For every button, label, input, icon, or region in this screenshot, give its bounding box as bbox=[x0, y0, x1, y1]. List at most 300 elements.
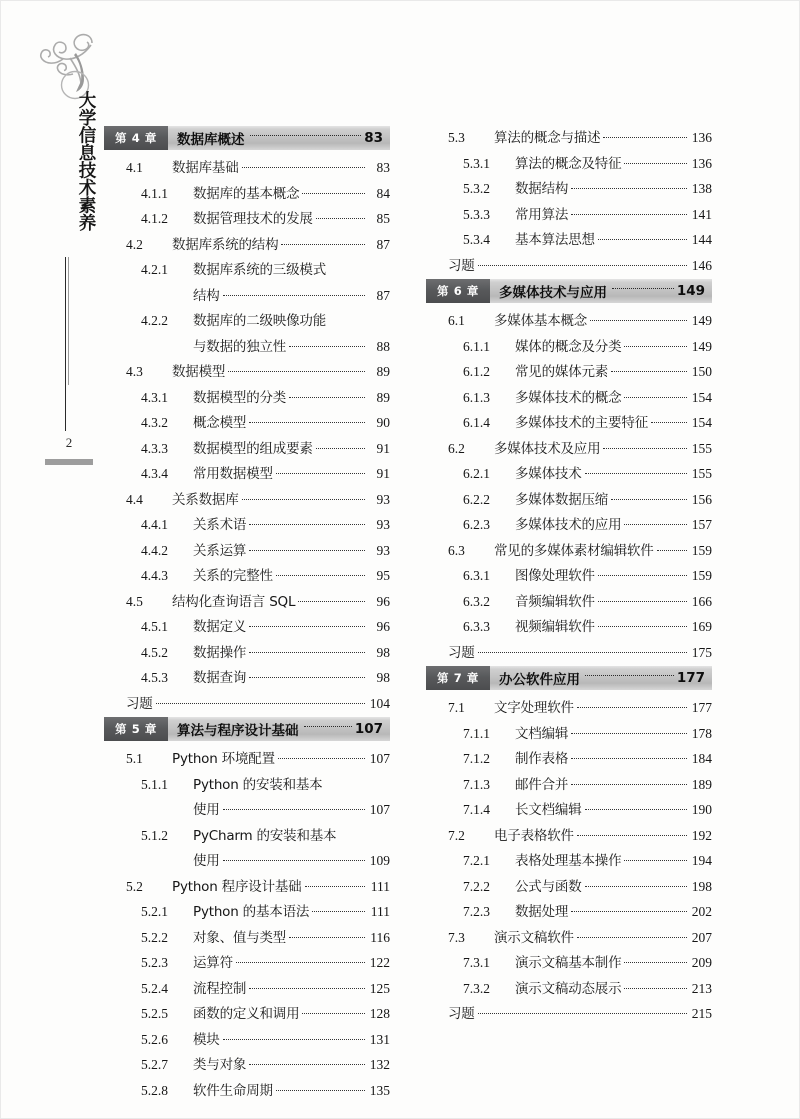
toc-entry bbox=[426, 824, 712, 850]
toc-entry bbox=[104, 590, 390, 616]
chapter-page-number: 149 bbox=[676, 283, 705, 299]
toc-entry bbox=[104, 462, 390, 488]
toc-entry-page: 107 bbox=[369, 802, 390, 817]
toc-entry bbox=[426, 696, 712, 722]
toc-column-left bbox=[104, 126, 390, 1104]
toc-entry-number: 5.2.2 bbox=[141, 929, 168, 945]
toc-entry-number: 4.1 bbox=[126, 160, 143, 175]
toc-entry bbox=[104, 564, 390, 590]
toc-entry-page: 136 bbox=[691, 155, 712, 171]
toc-entry-page: 111 bbox=[370, 904, 390, 919]
leader-dots bbox=[281, 244, 365, 245]
toc-entry-number: 6.2.2 bbox=[463, 491, 490, 507]
toc-entry-page: 202 bbox=[691, 904, 712, 919]
chapter-heading bbox=[104, 126, 390, 150]
leader-dots bbox=[228, 371, 365, 372]
leader-dots bbox=[242, 499, 366, 500]
toc-entry-page: 154 bbox=[691, 415, 712, 430]
toc-entry-title: 关系术语 bbox=[193, 517, 247, 533]
leader-dots bbox=[585, 473, 688, 474]
toc-entry-page: 93 bbox=[376, 542, 390, 558]
toc-entry bbox=[426, 228, 712, 254]
toc-entry-number: 4.3 bbox=[126, 364, 143, 379]
toc-entry-number: 4.3.1 bbox=[141, 389, 168, 405]
toc-entry-title: 基本算法思想 bbox=[515, 232, 595, 248]
toc-entry-page: 207 bbox=[691, 929, 712, 945]
leader-dots bbox=[316, 448, 365, 449]
toc-entry-number: 5.2.3 bbox=[141, 955, 168, 970]
chapter-title: 多媒体技术与应用 bbox=[499, 285, 607, 301]
toc-entry-page: 93 bbox=[376, 517, 390, 532]
toc-entry bbox=[426, 411, 712, 437]
toc-entry-page: 111 bbox=[370, 878, 390, 894]
toc-entry-page: 98 bbox=[376, 644, 390, 660]
toc-entry-title: 与数据的独立性 bbox=[193, 338, 287, 355]
leader-dots bbox=[249, 422, 365, 423]
toc-entry bbox=[426, 126, 712, 152]
toc-entry bbox=[104, 386, 390, 412]
toc-entry-title: 数据库系统的三级模式 bbox=[193, 262, 326, 278]
toc-entry-number: 4.2.2 bbox=[141, 313, 168, 328]
toc-entry-page: 150 bbox=[691, 364, 712, 379]
toc-entry-page: 194 bbox=[691, 853, 712, 868]
toc-entry-page: 141 bbox=[691, 206, 712, 222]
leader-dots bbox=[590, 320, 687, 321]
toc-entry bbox=[426, 437, 712, 463]
toc-entry bbox=[104, 747, 390, 773]
toc-entry-title: 关系的完整性 bbox=[193, 568, 273, 584]
toc-entry bbox=[426, 722, 712, 748]
toc-entry-number: 7.1.1 bbox=[463, 725, 490, 741]
toc-entry-exercises bbox=[426, 641, 712, 667]
toc-entry-title: 多媒体数据压缩 bbox=[515, 491, 609, 508]
toc-entry-page: 87 bbox=[376, 236, 390, 252]
toc-entry-number: 5.2.8 bbox=[141, 1082, 168, 1098]
toc-entry bbox=[426, 900, 712, 926]
toc-entry-page: 88 bbox=[376, 338, 390, 354]
toc-entry bbox=[104, 411, 390, 437]
toc-entry bbox=[104, 258, 390, 284]
toc-entry-number: 4.2 bbox=[126, 236, 143, 252]
toc-entry-title: 常用算法 bbox=[515, 206, 569, 223]
toc-entry bbox=[426, 926, 712, 952]
leader-dots bbox=[289, 346, 365, 347]
toc-entry-number: 4.5.3 bbox=[141, 670, 168, 685]
toc-entry-title: 多媒体技术的概念 bbox=[515, 389, 622, 406]
toc-entry bbox=[104, 233, 390, 259]
toc-entry-page: 96 bbox=[376, 593, 390, 609]
toc-entry-title: 模块 bbox=[193, 1031, 220, 1048]
toc-entry-number: 7.1 bbox=[448, 700, 465, 715]
toc-entry-number: 7.3 bbox=[448, 929, 465, 945]
toc-entry bbox=[104, 437, 390, 463]
toc-entry bbox=[426, 152, 712, 178]
running-head-margin bbox=[29, 29, 107, 469]
chapter-number-badge: 第 7 章 bbox=[426, 666, 490, 690]
toc-entry-title: 数据模型的分类 bbox=[193, 389, 287, 406]
toc-entry-title: 习题 bbox=[448, 1006, 475, 1022]
toc-entry bbox=[426, 849, 712, 875]
leader-dots bbox=[611, 499, 687, 500]
toc-entry bbox=[426, 798, 712, 824]
chapter-heading-body bbox=[490, 279, 712, 303]
toc-entry-title: 视频编辑软件 bbox=[515, 619, 595, 635]
toc-entry-page: 155 bbox=[691, 440, 712, 456]
toc-entry bbox=[426, 951, 712, 977]
leader-dots bbox=[571, 911, 687, 912]
leader-dots bbox=[585, 675, 674, 676]
toc-entry-title: 概念模型 bbox=[193, 415, 247, 431]
toc-entry-title: 类与对象 bbox=[193, 1057, 247, 1073]
toc-entry-number: 5.2.6 bbox=[141, 1031, 168, 1047]
toc-entry-page: 109 bbox=[369, 853, 390, 868]
toc-entry-title: 使用 bbox=[193, 802, 220, 818]
toc-entry-page: 192 bbox=[691, 827, 712, 843]
toc-entry-title: 流程控制 bbox=[193, 980, 247, 997]
leader-dots bbox=[478, 1013, 687, 1014]
toc-entry-page: 89 bbox=[376, 389, 390, 405]
toc-entry-page: 128 bbox=[369, 1006, 390, 1021]
leader-dots bbox=[624, 163, 687, 164]
toc-entry bbox=[426, 747, 712, 773]
leader-dots bbox=[289, 937, 365, 938]
toc-entry-number: 4.1.1 bbox=[141, 185, 168, 201]
toc-entry-number: 5.1 bbox=[126, 751, 143, 766]
toc-entry bbox=[104, 1053, 390, 1079]
toc-entry bbox=[104, 977, 390, 1003]
toc-entry-page: 190 bbox=[691, 802, 712, 817]
toc-entry-page: 213 bbox=[691, 980, 712, 996]
leader-dots bbox=[571, 214, 687, 215]
toc-entry bbox=[104, 926, 390, 952]
toc-entry-number: 6.3.2 bbox=[463, 593, 490, 609]
leader-dots bbox=[249, 550, 365, 551]
toc-entry-title: 数据管理技术的发展 bbox=[193, 211, 313, 227]
toc-entry-title: 制作表格 bbox=[515, 751, 569, 767]
toc-entry bbox=[104, 207, 390, 233]
toc-entry bbox=[104, 900, 390, 926]
toc-entry-title: 习题 bbox=[448, 644, 475, 661]
toc-entry-title: 多媒体技术的应用 bbox=[515, 517, 622, 533]
toc-entry-page: 189 bbox=[691, 776, 712, 792]
leader-dots bbox=[571, 758, 687, 759]
toc-entry-title: 邮件合并 bbox=[515, 776, 569, 793]
toc-entry-number: 5.3 bbox=[448, 130, 465, 145]
leader-dots bbox=[478, 652, 687, 653]
toc-entry-number: 5.3.2 bbox=[463, 181, 490, 196]
toc-entry-number: 7.2 bbox=[448, 827, 465, 843]
toc-entry-title: 文字处理软件 bbox=[494, 700, 574, 716]
toc-entry-page: 146 bbox=[691, 257, 712, 273]
toc-entry-title: Python 的安装和基本 bbox=[193, 776, 323, 793]
toc-entry-title: 函数的定义和调用 bbox=[193, 1006, 300, 1022]
toc-entry-number: 6.1.1 bbox=[463, 338, 490, 354]
toc-entry bbox=[426, 875, 712, 901]
toc-entry bbox=[426, 977, 712, 1003]
leader-dots bbox=[577, 707, 687, 708]
toc-entry-number: 4.4.2 bbox=[141, 542, 168, 558]
toc-entry-number: 5.1.1 bbox=[141, 776, 168, 792]
leader-dots bbox=[612, 288, 674, 289]
toc-entry-number: 7.1.2 bbox=[463, 751, 490, 766]
toc-entry-title: 表格处理基本操作 bbox=[515, 853, 622, 869]
leader-dots bbox=[289, 397, 365, 398]
toc-entry bbox=[104, 641, 390, 667]
toc-entry-number: 5.1.2 bbox=[141, 827, 168, 843]
toc-entry bbox=[104, 539, 390, 565]
leader-dots bbox=[624, 397, 687, 398]
toc-entry-title: 公式与函数 bbox=[515, 878, 582, 895]
toc-entry-title: 音频编辑软件 bbox=[515, 593, 595, 610]
toc-entry bbox=[426, 539, 712, 565]
toc-entry-page: 169 bbox=[691, 619, 712, 634]
toc-entry-number: 6.1.2 bbox=[463, 364, 490, 379]
toc-entry-title: 电子表格软件 bbox=[494, 827, 574, 844]
toc-entry-title: 媒体的概念及分类 bbox=[515, 338, 622, 355]
toc-entry-page: 209 bbox=[691, 955, 712, 970]
toc-entry bbox=[104, 773, 390, 799]
toc-entry-title: 习题 bbox=[126, 695, 153, 712]
toc-entry-title: 算法的概念与描述 bbox=[494, 130, 601, 146]
toc-entry-number: 5.2.7 bbox=[141, 1057, 168, 1072]
toc-entry bbox=[426, 462, 712, 488]
toc-entry-title: 数据结构 bbox=[515, 181, 569, 197]
toc-entry bbox=[426, 335, 712, 361]
toc-entry-title: 数据查询 bbox=[193, 670, 247, 686]
page-number-bar bbox=[45, 459, 93, 465]
leader-dots bbox=[249, 652, 365, 653]
toc-entry-title: 使用 bbox=[193, 853, 220, 869]
leader-dots bbox=[603, 137, 687, 138]
toc-entry-page: 91 bbox=[376, 466, 390, 481]
toc-entry-title: 演示文稿软件 bbox=[494, 929, 574, 946]
toc-entry-title: 习题 bbox=[448, 257, 475, 274]
leader-dots bbox=[585, 886, 688, 887]
leader-dots bbox=[223, 809, 365, 810]
toc-entry-page: 177 bbox=[691, 700, 712, 715]
leader-dots bbox=[276, 575, 365, 576]
toc-entry-title: Python 环境配置 bbox=[172, 751, 275, 767]
toc-entry-page: 144 bbox=[691, 232, 712, 247]
leader-dots bbox=[571, 188, 687, 189]
toc-entry-number: 4.4.1 bbox=[141, 517, 168, 532]
toc-entry-page: 138 bbox=[691, 181, 712, 196]
toc-entry-number: 7.1.3 bbox=[463, 776, 490, 792]
toc-entry-page: 154 bbox=[691, 389, 712, 405]
toc-entry-title: 多媒体技术 bbox=[515, 466, 582, 482]
toc-entry-page: 132 bbox=[369, 1057, 390, 1072]
toc-entry-title: 软件生命周期 bbox=[193, 1082, 273, 1099]
leader-dots bbox=[250, 135, 362, 136]
chapter-heading bbox=[426, 279, 712, 303]
toc-entry-exercises bbox=[426, 254, 712, 280]
chapter-title: 办公软件应用 bbox=[499, 672, 580, 688]
toc-entry-title: 数据定义 bbox=[193, 619, 247, 635]
toc-entry-page: 89 bbox=[376, 364, 390, 379]
chapter-number-badge: 第 5 章 bbox=[104, 717, 168, 741]
toc-entry-title: 运算符 bbox=[193, 955, 233, 971]
leader-dots bbox=[611, 371, 687, 372]
leader-dots bbox=[571, 733, 687, 734]
leader-dots bbox=[624, 988, 687, 989]
toc-entry bbox=[104, 875, 390, 901]
toc-entry-number: 7.3.2 bbox=[463, 980, 490, 996]
toc-entry-title: 数据库的二级映像功能 bbox=[193, 313, 326, 329]
toc-entry-page: 116 bbox=[370, 929, 390, 945]
toc-entry bbox=[104, 335, 390, 361]
toc-entry bbox=[104, 951, 390, 977]
toc-entry-number: 4.3.2 bbox=[141, 415, 168, 430]
toc-entry-exercises bbox=[104, 692, 390, 718]
leader-dots bbox=[249, 626, 365, 627]
chapter-heading bbox=[104, 717, 390, 741]
toc-entry-title: Python 程序设计基础 bbox=[172, 878, 302, 895]
toc-entry-number: 4.4.3 bbox=[141, 568, 168, 583]
toc-entry bbox=[104, 615, 390, 641]
toc-entry bbox=[426, 488, 712, 514]
chapter-title: 数据库概述 bbox=[177, 132, 245, 148]
toc-entry-exercises bbox=[426, 1002, 712, 1028]
toc-entry-number: 7.1.4 bbox=[463, 802, 490, 817]
margin-rule bbox=[65, 257, 66, 431]
toc-entry-number: 7.2.2 bbox=[463, 878, 490, 894]
toc-entry-page: 95 bbox=[376, 568, 390, 583]
toc-entry-title: 多媒体技术的主要特征 bbox=[515, 415, 648, 431]
toc-entry bbox=[426, 773, 712, 799]
toc-entry-title: 常见的媒体元素 bbox=[515, 364, 609, 380]
toc-entry-number: 4.2.1 bbox=[141, 262, 168, 277]
toc-entry-title: 演示文稿基本制作 bbox=[515, 955, 622, 971]
margin-rule-secondary bbox=[68, 257, 69, 385]
toc-entry bbox=[104, 156, 390, 182]
toc-entry-title: 数据处理 bbox=[515, 904, 569, 920]
toc-entry-page: 96 bbox=[376, 619, 390, 634]
chapter-page-number: 107 bbox=[354, 721, 383, 737]
toc-entry-page: 83 bbox=[376, 160, 390, 175]
toc-entry-number: 4.3.4 bbox=[141, 466, 168, 481]
toc-entry-page: 178 bbox=[691, 725, 712, 741]
toc-entry-page: 159 bbox=[691, 542, 712, 558]
leader-dots bbox=[624, 860, 687, 861]
toc-entry-title: Python 的基本语法 bbox=[193, 904, 310, 920]
toc-entry-page: 131 bbox=[369, 1031, 390, 1047]
chapter-heading-body bbox=[490, 666, 712, 690]
leader-dots bbox=[598, 601, 687, 602]
chapter-number-badge: 第 6 章 bbox=[426, 279, 490, 303]
leader-dots bbox=[302, 1013, 365, 1014]
toc-entry-number: 6.1.4 bbox=[463, 415, 490, 430]
leader-dots bbox=[316, 218, 365, 219]
toc-entry-title: 文档编辑 bbox=[515, 725, 569, 742]
toc-entry-page: 156 bbox=[691, 491, 712, 507]
toc-entry-page: 125 bbox=[369, 980, 390, 996]
toc-entry-number: 6.2 bbox=[448, 440, 465, 456]
toc-entry-number: 7.2.1 bbox=[463, 853, 490, 868]
toc-entry-title: 数据模型的组成要素 bbox=[193, 440, 313, 457]
toc-entry-title: 演示文稿动态展示 bbox=[515, 980, 622, 997]
leader-dots bbox=[298, 601, 365, 602]
leader-dots bbox=[302, 193, 365, 194]
toc-entry bbox=[104, 1028, 390, 1054]
leader-dots bbox=[624, 346, 687, 347]
toc-entry-title: 关系运算 bbox=[193, 542, 247, 559]
toc-entry-number: 4.5.1 bbox=[141, 619, 168, 634]
leader-dots bbox=[577, 937, 687, 938]
toc-entry-number: 7.2.3 bbox=[463, 904, 490, 919]
leader-dots bbox=[249, 1064, 365, 1065]
toc-entry bbox=[104, 798, 390, 824]
toc-entry-page: 85 bbox=[376, 211, 390, 226]
chapter-heading bbox=[426, 666, 712, 690]
toc-entry-page: 198 bbox=[691, 878, 712, 894]
toc-entry-number: 6.1 bbox=[448, 313, 465, 328]
toc-entry-page: 122 bbox=[369, 955, 390, 970]
toc-entry-title: 长文档编辑 bbox=[515, 802, 582, 818]
toc-entry-number: 4.5.2 bbox=[141, 644, 168, 660]
toc-entry-page: 149 bbox=[691, 313, 712, 328]
toc-entry bbox=[104, 513, 390, 539]
toc-entry-number: 5.2.4 bbox=[141, 980, 168, 996]
leader-dots bbox=[223, 860, 365, 861]
leader-dots bbox=[223, 1039, 365, 1040]
toc-entry-page: 93 bbox=[376, 491, 390, 507]
leader-dots bbox=[571, 784, 687, 785]
toc-entry-number: 6.2.3 bbox=[463, 517, 490, 532]
toc-entry-title: 关系数据库 bbox=[172, 491, 239, 508]
toc-entry-title: 数据模型 bbox=[172, 364, 226, 380]
toc-entry-page: 215 bbox=[691, 1006, 712, 1021]
toc-entry bbox=[104, 182, 390, 208]
toc-entry-number: 5.3.3 bbox=[463, 206, 490, 222]
toc-entry bbox=[426, 513, 712, 539]
toc-entry bbox=[426, 203, 712, 229]
leader-dots bbox=[478, 265, 687, 266]
chapter-title: 算法与程序设计基础 bbox=[177, 723, 299, 739]
leader-dots bbox=[585, 809, 688, 810]
toc-entry-number: 6.2.1 bbox=[463, 466, 490, 481]
toc-entry-page: 157 bbox=[691, 517, 712, 532]
toc-entry-number: 4.1.2 bbox=[141, 211, 168, 226]
toc-entry-number: 6.3.3 bbox=[463, 619, 490, 634]
toc-entry-title: 结构化查询语言 SQL bbox=[172, 593, 296, 610]
toc-entry-title: 数据库基础 bbox=[172, 160, 239, 176]
leader-dots bbox=[276, 473, 365, 474]
toc-entry-page: 159 bbox=[691, 568, 712, 583]
toc-entry bbox=[426, 590, 712, 616]
toc-entry-number: 5.3.4 bbox=[463, 232, 490, 247]
leader-dots bbox=[236, 962, 365, 963]
toc-entry bbox=[104, 849, 390, 875]
toc-entry-number: 4.3.3 bbox=[141, 440, 168, 456]
leader-dots bbox=[242, 167, 366, 168]
toc-entry-page: 175 bbox=[691, 644, 712, 660]
chapter-number-badge: 第 4 章 bbox=[104, 126, 168, 150]
running-head-title: 大学信息技术素养 bbox=[76, 91, 96, 231]
toc-entry bbox=[426, 386, 712, 412]
toc-entry-number: 4.4 bbox=[126, 491, 143, 507]
toc-entry-title: 算法的概念及特征 bbox=[515, 155, 622, 172]
leader-dots bbox=[598, 626, 687, 627]
toc-entry-number: 6.1.3 bbox=[463, 389, 490, 405]
toc-entry-page: 90 bbox=[376, 415, 390, 430]
toc-entry-title: PyCharm 的安装和基本 bbox=[193, 827, 337, 844]
leader-dots bbox=[651, 422, 687, 423]
chapter-heading-body bbox=[168, 717, 390, 741]
leader-dots bbox=[249, 524, 365, 525]
toc-entry bbox=[426, 564, 712, 590]
toc-entry-title: 数据库的基本概念 bbox=[193, 185, 300, 202]
toc-entry bbox=[104, 1002, 390, 1028]
